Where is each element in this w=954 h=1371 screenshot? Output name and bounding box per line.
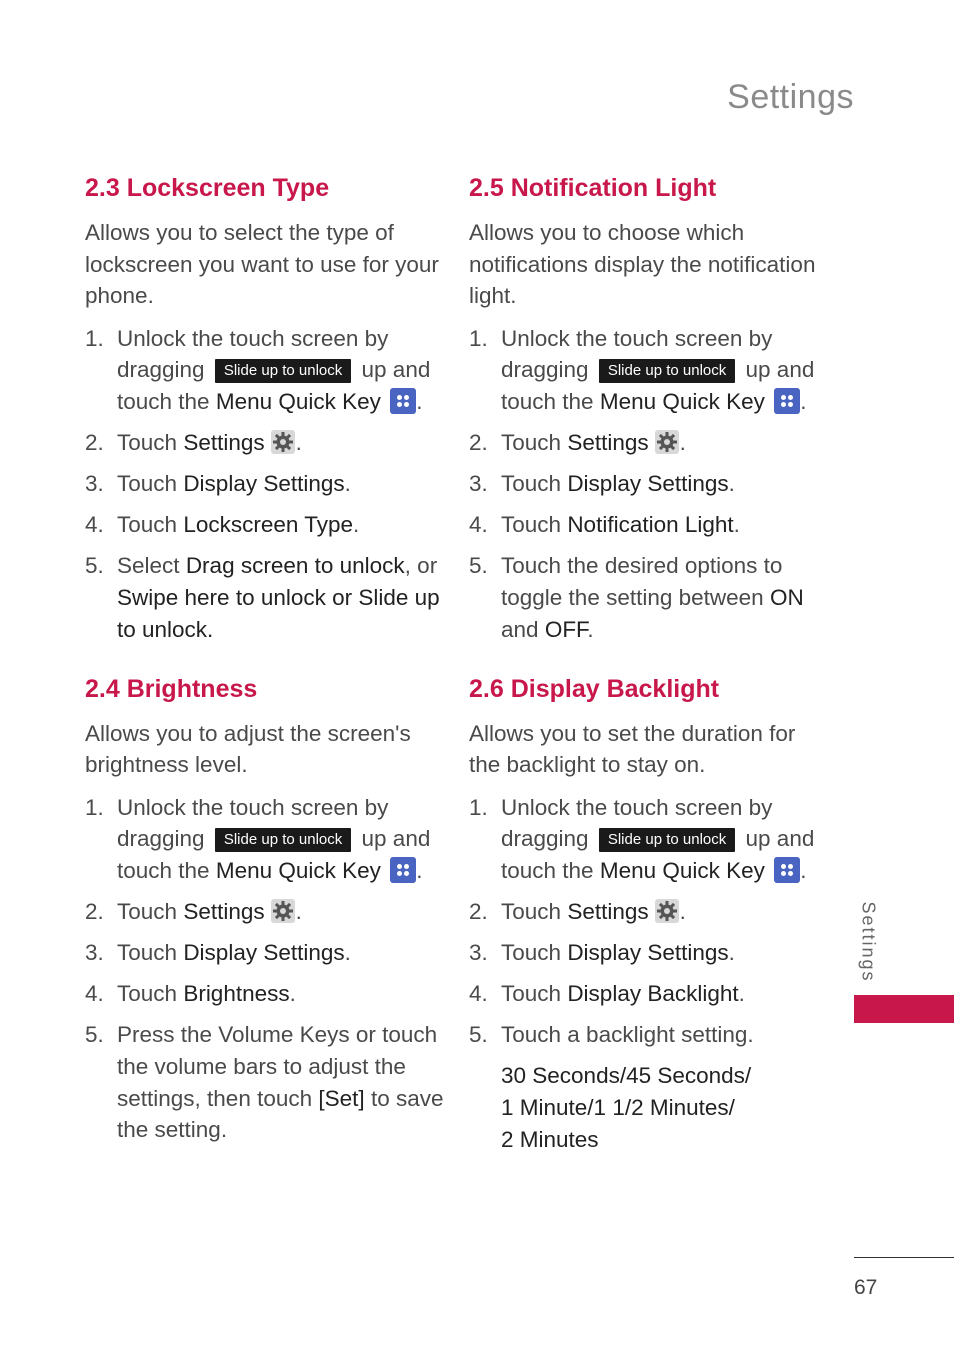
step-number: 2. xyxy=(469,899,488,925)
step-text: Touch xyxy=(117,940,178,966)
step-text: Unlock the touch screen by dragging xyxy=(501,325,773,383)
step-item xyxy=(469,550,831,645)
set-key-label: [Set] xyxy=(318,1085,365,1111)
step-item xyxy=(469,427,831,459)
menu-target-label: Lockscreen Type xyxy=(183,512,353,538)
step-text: . xyxy=(295,899,302,925)
option-label: Drag screen to unlock xyxy=(185,553,405,579)
menu-quick-key-icon xyxy=(774,388,800,414)
on-label: ON xyxy=(769,584,804,610)
step-text: to save the setting. xyxy=(117,1085,444,1143)
settings-label: Settings xyxy=(183,430,265,456)
step-text: . xyxy=(344,940,351,966)
step-text: , or xyxy=(404,553,438,579)
step-item xyxy=(469,792,831,887)
step-number: 2. xyxy=(469,430,488,456)
step-list xyxy=(85,323,447,645)
step-number: 3. xyxy=(469,471,488,497)
step-list xyxy=(85,792,447,1146)
step-text: . xyxy=(289,981,296,1007)
section-display-backlight xyxy=(469,669,831,1156)
section-title: 2.5 Notification Light xyxy=(469,174,717,202)
step-number: 5. xyxy=(85,553,104,579)
step-number: 2. xyxy=(85,430,104,456)
slide-to-unlock-badge: Slide up to unlock xyxy=(599,828,735,852)
step-item xyxy=(85,978,447,1010)
footer-rule xyxy=(854,1257,954,1258)
step-text: Touch the desired options to toggle the setting between xyxy=(501,553,783,610)
step-text: Touch xyxy=(501,981,562,1007)
step-text: Touch xyxy=(117,471,178,497)
step-text: Touch xyxy=(501,899,562,925)
settings-label: Settings xyxy=(183,899,265,925)
section-lockscreen-type xyxy=(85,168,447,645)
step-number: 4. xyxy=(85,981,104,1007)
menu-quick-key-icon xyxy=(390,388,416,414)
step-list xyxy=(469,792,831,1051)
section-intro: Allows you to set the duration for the backlight to stay on. xyxy=(469,720,796,778)
step-number: 5. xyxy=(469,553,488,579)
step-text: . xyxy=(416,388,423,414)
step-item xyxy=(469,468,831,500)
step-number: 2. xyxy=(85,899,104,925)
right-column xyxy=(469,168,831,1155)
section-intro: Allows you to adjust the screen's brightness level. xyxy=(85,720,411,778)
step-text: . xyxy=(416,858,423,883)
page-number: 67 xyxy=(854,1276,878,1299)
settings-label: Settings xyxy=(567,899,649,925)
step-item xyxy=(85,509,447,541)
step-list xyxy=(469,323,831,645)
menu-target-label: Display Settings xyxy=(567,471,729,497)
step-item xyxy=(469,937,831,969)
section-title: 2.3 Lockscreen Type xyxy=(85,174,330,202)
settings-gear-icon xyxy=(270,429,296,455)
menu-quick-key-icon xyxy=(390,857,416,883)
step-text: . xyxy=(679,899,686,925)
step-text: Press the Volume Keys or touch the volume bars to adjust the settings, then touch xyxy=(117,1022,438,1111)
menu-quick-key-icon xyxy=(774,857,800,883)
left-column xyxy=(85,168,447,1155)
step-item xyxy=(469,323,831,418)
step-item xyxy=(469,896,831,928)
step-text: Touch xyxy=(117,981,178,1007)
step-text: Unlock the touch screen by dragging xyxy=(501,794,773,852)
step-text: up and touch the xyxy=(501,826,815,883)
step-text: Touch xyxy=(501,512,562,538)
step-number: 1. xyxy=(469,794,488,820)
step-text: Touch a backlight setting. xyxy=(501,1022,754,1048)
step-text: . xyxy=(728,940,735,966)
backlight-option: 1 Minute/1 1/2 Minutes/ xyxy=(501,1095,735,1121)
step-text: up and touch the xyxy=(117,826,431,883)
settings-gear-icon xyxy=(654,429,680,455)
step-text: . xyxy=(679,430,686,456)
step-number: 3. xyxy=(85,940,104,966)
slide-to-unlock-badge: Slide up to unlock xyxy=(599,359,735,383)
step-text: up and touch the xyxy=(501,357,815,414)
section-notification-light xyxy=(469,168,831,645)
step-item xyxy=(85,468,447,500)
step-text: Select xyxy=(117,553,180,579)
menu-target-label: Notification Light xyxy=(567,512,734,538)
step-item xyxy=(469,509,831,541)
step-item xyxy=(85,937,447,969)
step-text: Touch xyxy=(501,430,562,456)
step-text: Touch xyxy=(501,940,562,966)
sidebar-tab-label: Settings xyxy=(858,901,879,983)
sidebar-tab-marker xyxy=(854,995,954,1023)
backlight-options xyxy=(501,1060,831,1155)
settings-gear-icon xyxy=(654,898,680,924)
step-item xyxy=(85,550,447,645)
step-text: . xyxy=(738,981,745,1007)
step-text: Unlock the touch screen by dragging xyxy=(117,794,389,852)
step-number: 1. xyxy=(85,325,104,351)
settings-label: Settings xyxy=(567,430,649,456)
step-text: . xyxy=(800,858,807,883)
step-item xyxy=(85,1019,447,1145)
step-text: . xyxy=(353,512,360,538)
backlight-option: 30 Seconds/45 Seconds/ xyxy=(501,1063,752,1089)
step-text: up and touch the xyxy=(117,357,431,414)
step-number: 4. xyxy=(85,512,104,538)
menu-target-label: Brightness xyxy=(183,981,290,1007)
slide-to-unlock-badge: Slide up to unlock xyxy=(215,828,351,852)
step-number: 4. xyxy=(469,981,488,1007)
section-brightness xyxy=(85,669,447,1146)
step-text: Touch xyxy=(117,512,178,538)
section-intro: Allows you to select the type of lockscreen you want to use for your phone. xyxy=(85,220,439,309)
menu-quick-key-label: Menu Quick Key xyxy=(215,388,381,414)
menu-quick-key-label: Menu Quick Key xyxy=(599,388,765,414)
menu-quick-key-label: Menu Quick Key xyxy=(599,858,765,883)
step-item xyxy=(85,323,447,418)
menu-target-label: Display Settings xyxy=(183,940,345,966)
step-text: . xyxy=(733,512,740,538)
step-number: 5. xyxy=(469,1022,488,1048)
menu-target-label: Display Settings xyxy=(183,471,345,497)
step-text: Touch xyxy=(501,471,562,497)
step-text: Touch xyxy=(117,899,178,925)
step-item xyxy=(85,792,447,887)
step-number: 3. xyxy=(469,940,488,966)
menu-target-label: Display Settings xyxy=(567,940,729,966)
step-item xyxy=(85,896,447,928)
step-text: Touch xyxy=(117,430,178,456)
section-title: 2.6 Display Backlight xyxy=(469,674,720,703)
step-number: 3. xyxy=(85,471,104,497)
menu-quick-key-label: Menu Quick Key xyxy=(215,858,381,883)
settings-gear-icon xyxy=(270,898,296,924)
section-intro: Allows you to choose which notifications display the notification light. xyxy=(469,220,816,309)
step-number: 1. xyxy=(469,325,488,351)
step-item xyxy=(85,427,447,459)
option-label: Swipe here to unlock or Slide up to unlock. xyxy=(117,584,440,642)
slide-to-unlock-badge: Slide up to unlock xyxy=(215,359,351,383)
step-text: . xyxy=(587,616,594,642)
backlight-option: 2 Minutes xyxy=(501,1126,599,1152)
step-text: and xyxy=(501,616,539,642)
menu-target-label: Display Backlight xyxy=(567,981,739,1007)
step-text: . xyxy=(728,471,735,497)
step-item xyxy=(469,1019,831,1051)
section-title: 2.4 Brightness xyxy=(85,674,258,703)
step-text: . xyxy=(800,388,807,414)
step-text: . xyxy=(344,471,351,497)
off-label: OFF xyxy=(544,616,588,642)
step-number: 1. xyxy=(85,794,104,820)
step-text: Unlock the touch screen by dragging xyxy=(117,325,389,383)
page-header-title: Settings xyxy=(727,78,854,116)
step-number: 5. xyxy=(85,1022,104,1048)
step-item xyxy=(469,978,831,1010)
step-number: 4. xyxy=(469,512,488,538)
step-text: . xyxy=(295,430,302,456)
